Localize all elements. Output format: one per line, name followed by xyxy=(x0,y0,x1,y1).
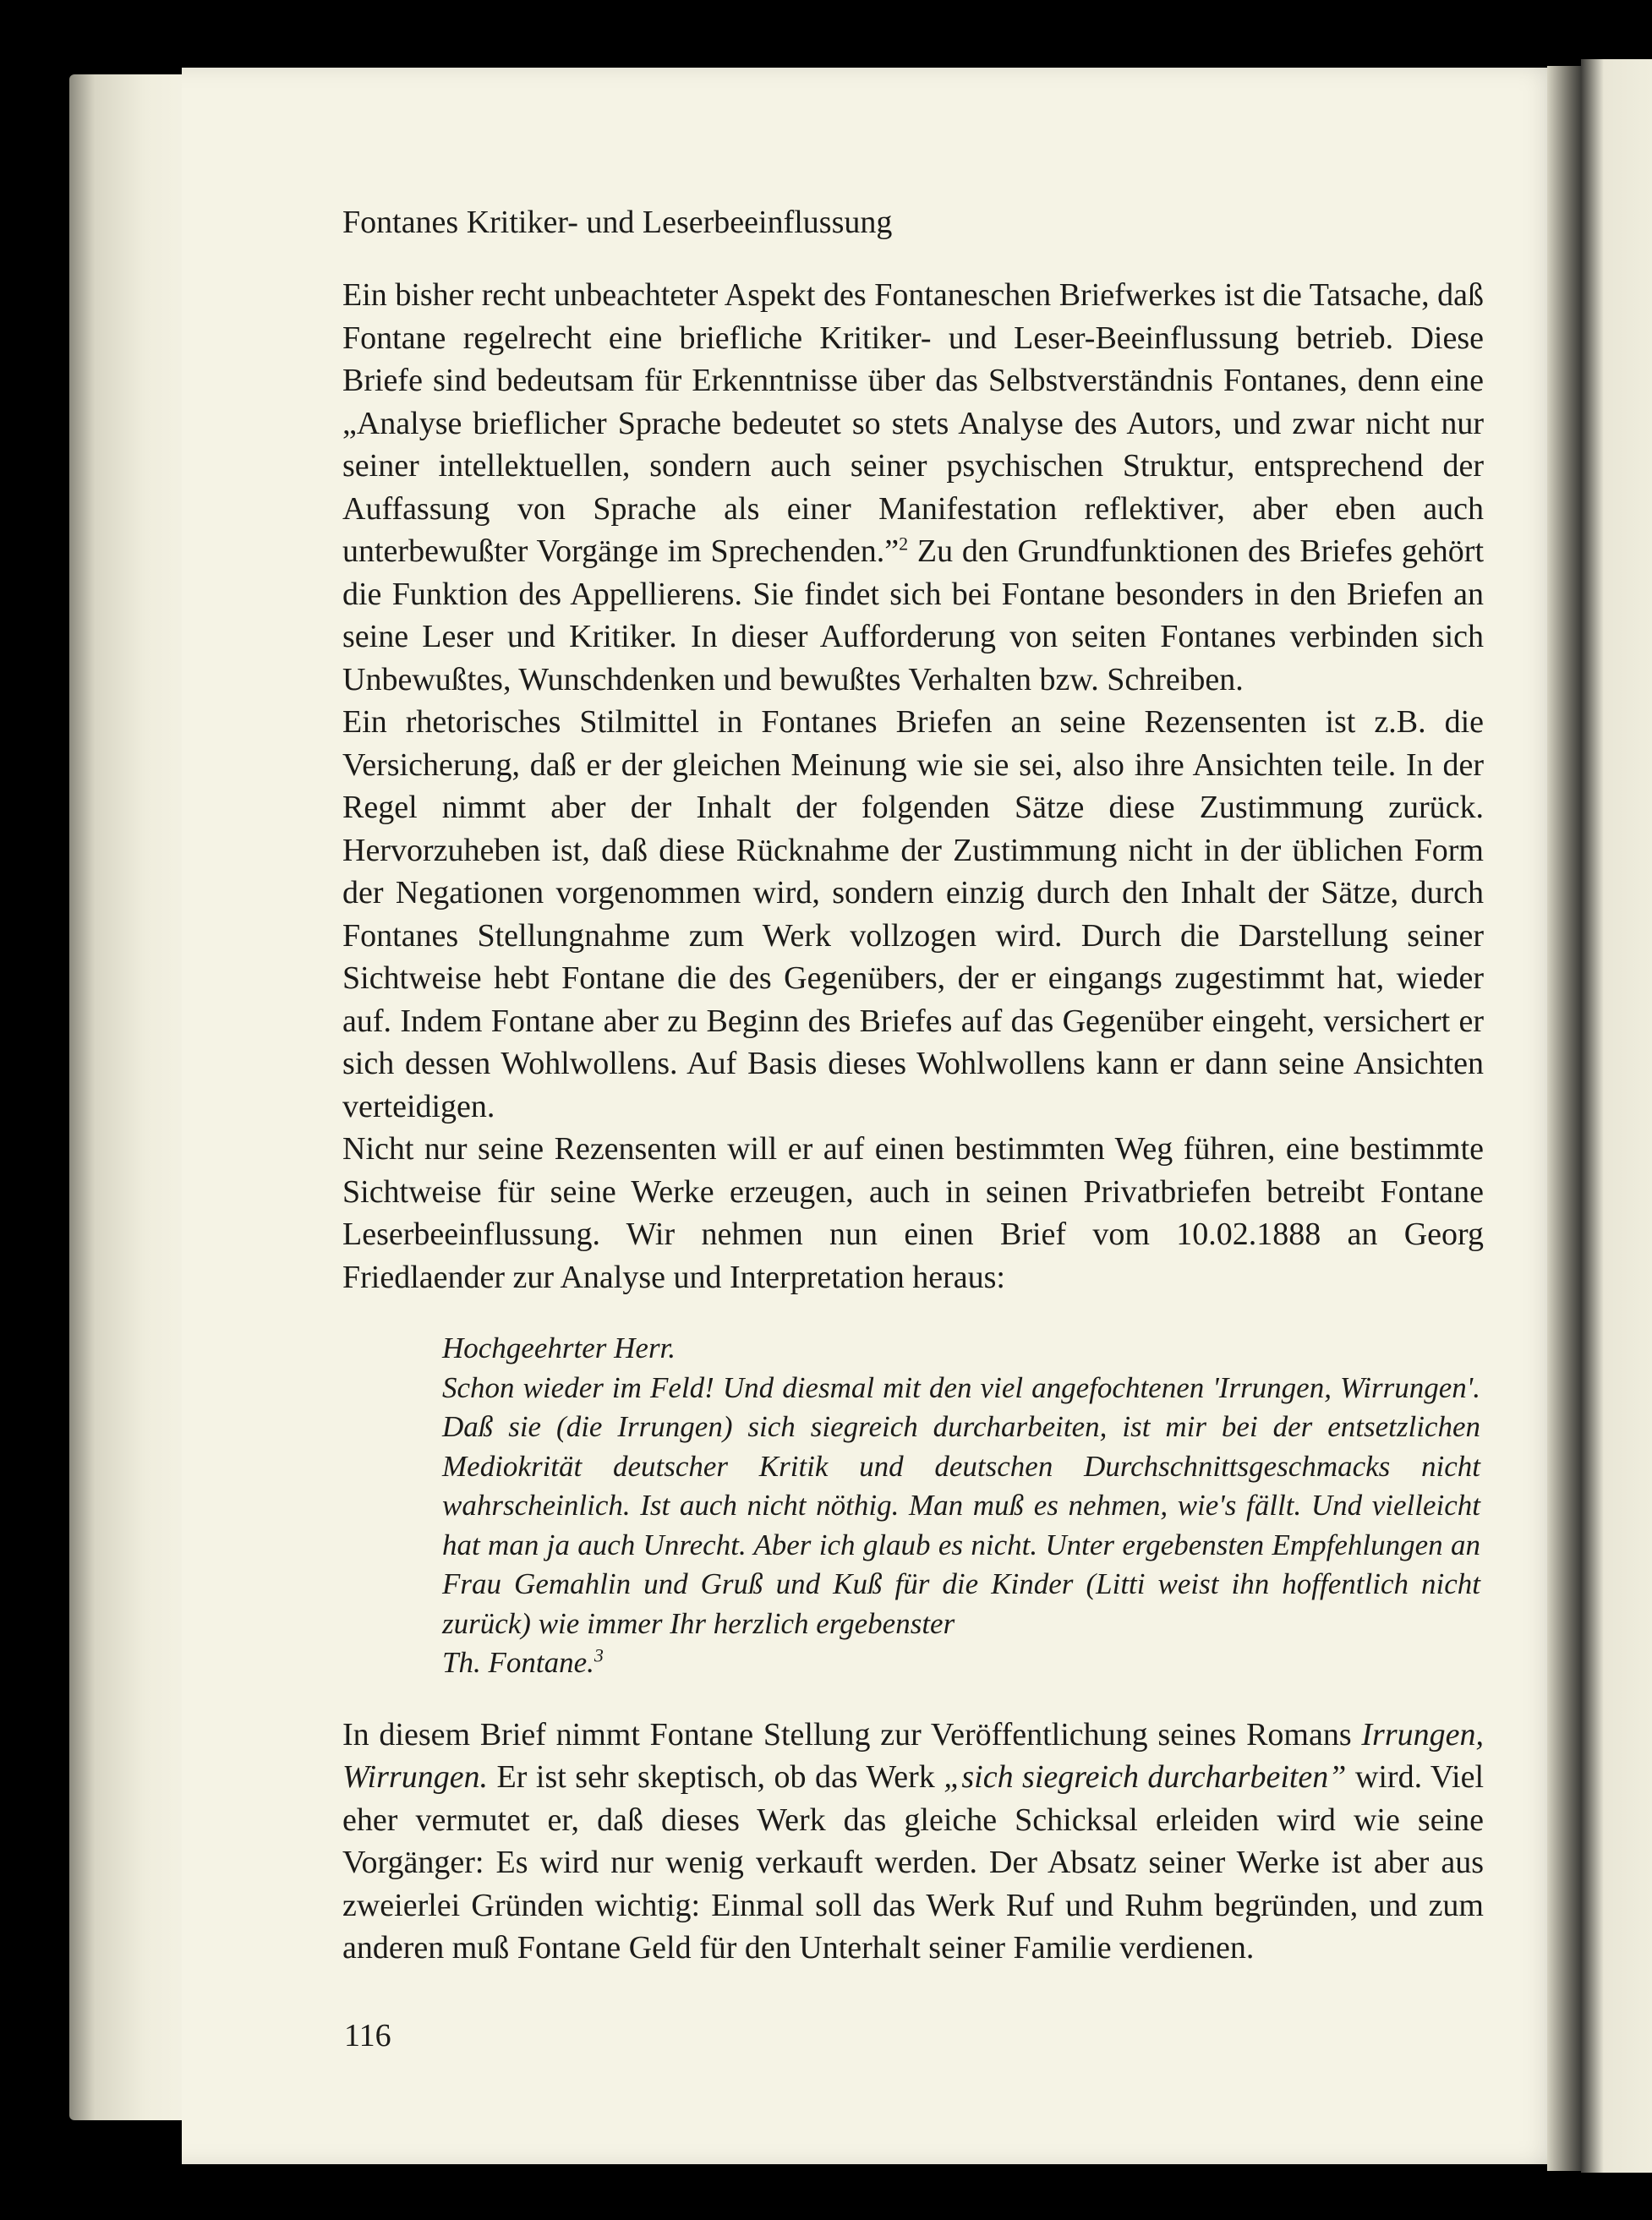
quote-signature-line xyxy=(442,1643,1480,1683)
facing-page-edge xyxy=(1581,59,1652,2173)
inline-quote: „sich siegreich durcharbeiten” xyxy=(944,1759,1347,1795)
page-number: 116 xyxy=(344,2018,391,2053)
paragraph-text: Zu den Grundfunktionen des Briefes gehört die Funktion des Appellierens. Sie findet sich bei Fontane besonders in den Briefen an seine Leser und Kritiker. In dieser Aufforderung von seiten Fontanes verbinden sich Unbewußtes, Wunschdenken und bewußtes Verhalten bzw. Schreiben. xyxy=(342,533,1484,697)
paragraph: Ein rhetorisches Stilmittel in Fontanes Briefen an seine Rezensenten ist z.B. die Versicherung, daß er der gleichen Meinung wie sie sei, also ihre Ansichten teile. In der Regel nimmt aber der Inhalt der folgenden Sätze diese Zustimmung zurück. Hervorzuheben ist, daß diese Rücknahme der Zustimmung nicht in der üblichen Form der Negationen vorgenommen wird, sondern einzig durch den Inhalt der Sätze, durch Fontanes Stellungnahme zum Werk vollzogen wird. Durch die Darstellung seiner Sichtweise hebt Fontane die des Gegenübers, der er eingangs zugestimmt hat, wieder auf. Indem Fontane aber zu Beginn des Briefes auf das Gegenüber eingeht, versichert er sich dessen Wohlwollens. Auf Basis dieses Wohlwollens kann er dann seine Ansichten verteidigen. xyxy=(342,704,1484,1124)
book-page-stack xyxy=(69,74,196,2120)
footnote-ref: 3 xyxy=(594,1644,604,1666)
letter-quote xyxy=(442,1329,1480,1683)
novel-title: Irrungen, Wirrungen. xyxy=(342,1716,1484,1795)
footnote-ref: 2 xyxy=(899,533,909,555)
quote-signature: Th. Fontane. xyxy=(442,1646,594,1679)
book-gutter xyxy=(1547,66,1585,2171)
paragraph xyxy=(342,1714,1484,1970)
quote-salutation: Hochgeehrter Herr. xyxy=(442,1331,676,1364)
paragraph xyxy=(342,274,1484,701)
page-content xyxy=(342,201,1484,1970)
quote-body: Schon wieder im Feld! Und diesmal mit den viel angefochtenen 'Irrungen, Wirrungen'. Daß sie (die Irrungen) sich siegreich durcharbeiten, ist mir bei der entsetzlichen Mediokrität deutscher Kritik und deutschen Durchschnittsgeschmacks nicht wahrscheinlich. Ist auch nicht nöthig. Man muß es nehmen, wie's fällt. Und vielleicht hat man ja auch Unrecht. Aber ich glaub es nicht. Unter ergebensten Empfehlungen an Frau Gemahlin und Gruß und Kuß für die Kinder (Litti weist ihn hoffentlich nicht zurück) wie immer Ihr herzlich ergebenster xyxy=(442,1370,1480,1640)
paragraph: Nicht nur seine Rezensenten will er auf einen bestimmten Weg führen, eine bestimmte Sichtweise für seine Werke erzeugen, auch in seinen Privatbriefen betreibt Fontane Leserbeeinflussung. Wir nehmen nun einen Brief vom 10.02.1888 an Georg Friedlaender zur Analyse und Interpretation heraus: xyxy=(342,1131,1484,1295)
paragraph-text: Er ist sehr skeptisch, ob das Werk xyxy=(496,1759,935,1795)
paragraph-text: Ein bisher recht unbeachteter Aspekt des Fontaneschen Briefwerkes ist die Tatsache, daß Fontane regelrecht eine briefliche Kritiker- und Leser-Beeinflussung betrieb. Diese Briefe sind bedeutsam für Erkenntnisse über das Selbstverständnis Fontanes, denn eine „Analyse brieflicher Sprache bedeutet so stets Analyse des Autors, und zwar nicht nur seiner intellektuellen, sondern auch seiner psychischen Struktur, entsprechend der Auffassung von Sprache als einer Manifestation reflektiver, aber eben auch unterbewußter Vorgänge im Sprechenden.” xyxy=(342,277,1484,569)
paragraph-text: In diesem Brief nimmt Fontane Stellung zur Veröffentlichung seines Romans xyxy=(342,1716,1352,1752)
section-heading: Fontanes Kritiker- und Leserbeeinflussung xyxy=(342,205,893,240)
paragraph-text: wird. Viel eher vermutet er, daß dieses Werk das gleiche Schicksal erleiden wird wie seine Vorgänger: Es wird nur wenig verkauft werden. Der Absatz seiner Werke ist aber aus zweierlei Gründen wichtig: Einmal soll das Werk Ruf und Ruhm begründen, und zum anderen muß Fontane Geld für den Unterhalt seiner Familie verdienen. xyxy=(342,1759,1485,1966)
